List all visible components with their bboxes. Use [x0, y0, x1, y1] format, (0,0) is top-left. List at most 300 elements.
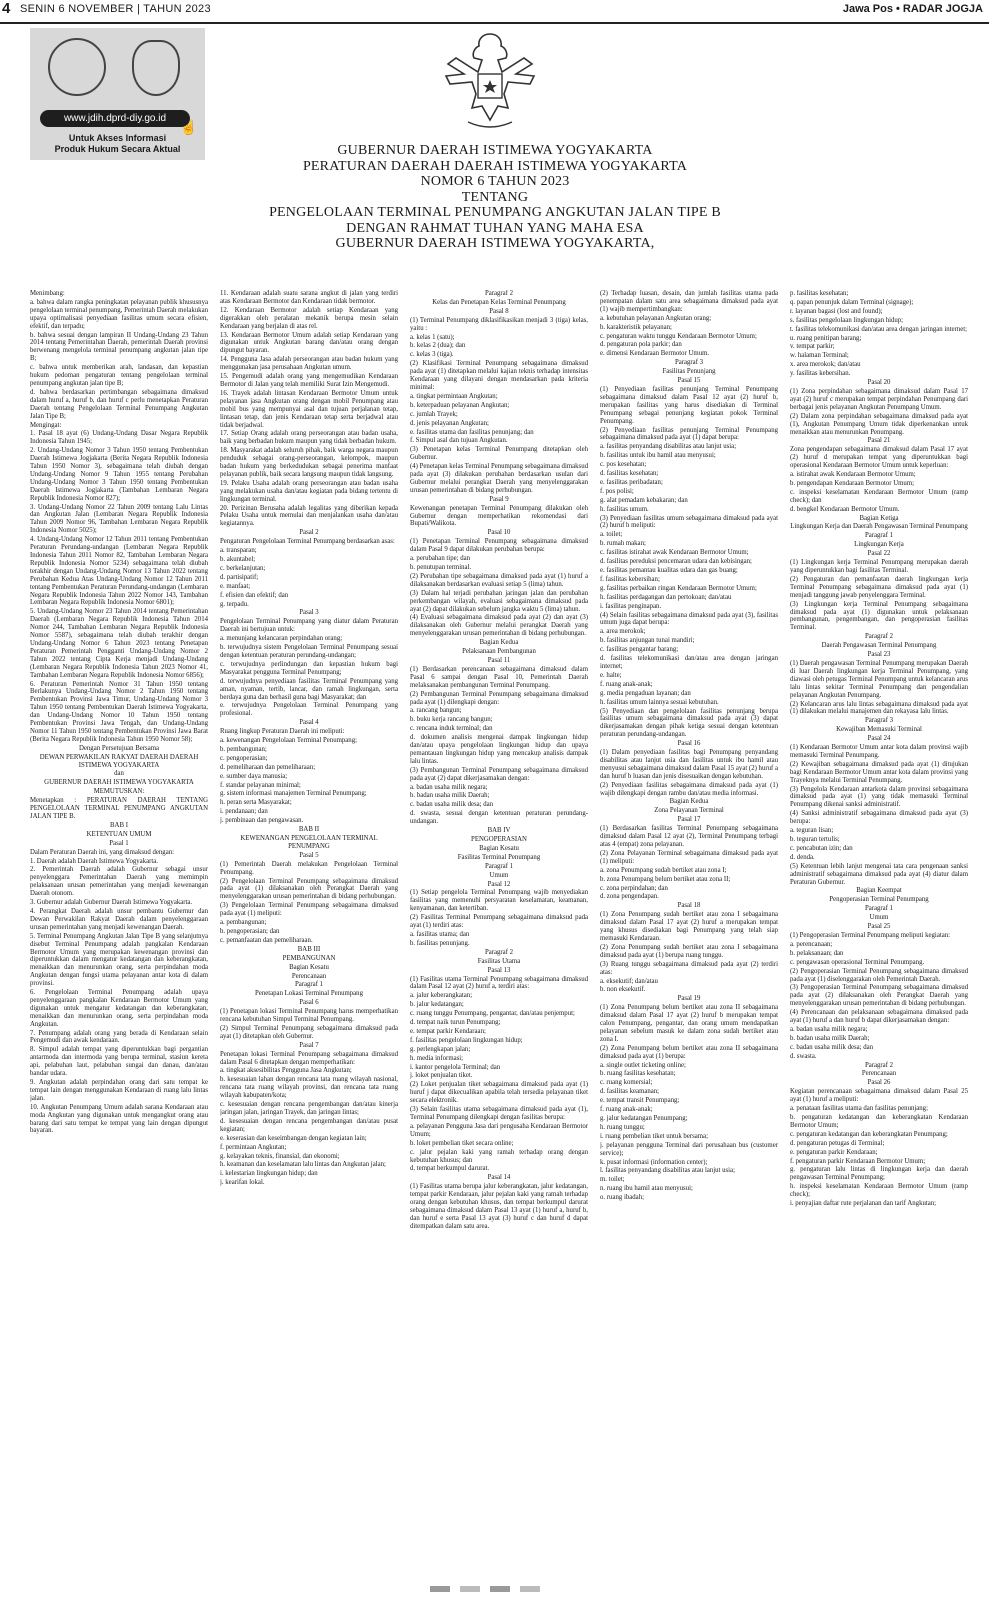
paragraph: Paragraf 1 [864, 905, 894, 913]
text-column-3 [410, 290, 588, 1570]
paragraph: a. tingkat permintaan Angkutan; [410, 392, 498, 400]
paragraph: 18. Masyarakat adalah seluruh pihak, baik warga negara maupun penduduk sebagai orang-perseorangan, kelompok, maupun badan hukum yang berkedudukan sebagai penerima manfaat pelayanan publik, baik secara langsung maupun tidak langsung. [220, 447, 398, 478]
paragraph: v. tempat parkir; [790, 343, 835, 351]
paragraph: Pasal 1 [109, 839, 129, 847]
paragraph: Zona Pelayanan Terminal [654, 807, 724, 815]
paragraph: d. fasilitas kesehatan; [600, 470, 659, 478]
paragraph: g. sistem informasi manajemen Terminal Penumpang; [220, 790, 367, 798]
paragraph: (1) Setiap pengelola Terminal Penumpang wajib menyediakan fasilitas yang memenuhi persyaratan keselamatan, keamanan, kenyamanan, dan ketertiban. [410, 889, 588, 913]
paragraph: Pasal 18 [677, 902, 701, 910]
paragraph: Pasal 24 [867, 735, 891, 743]
paragraph: f. fasilitas pengelolaan lingkungan hidup; [410, 1036, 523, 1044]
paragraph: i. kantor pengelola Terminal; dan [410, 1063, 501, 1071]
paragraph: (1) Penetapan Terminal Penumpang sebagaimana dimaksud dalam Pasal 9 dapat dilakukan perubahan berupa: [410, 538, 588, 554]
paragraph: a. kelas 1 (satu); [410, 333, 455, 341]
paragraph: b. fasilitas anjungan tunai mandiri; [600, 637, 695, 645]
paragraph: c. jalur pejalan kaki yang ramah terhadap orang dengan kebutuhan khusus; dan [410, 1148, 588, 1164]
paragraph: MEMUTUSKAN: [93, 788, 145, 796]
paragraph: 1. Pasal 18 ayat (6) Undang-Undang Dasar Negara Republik Indonesia Tahun 1945; [30, 430, 208, 446]
paragraph: f. standar pelayanan minimal; [220, 781, 301, 789]
paragraph: 4. Perangkat Daerah adalah unsur pembantu Gubernur dan Dewan Perwakilan Rakyat Daerah dalam penyelenggaraan urusan pemerintahan yang menjadi kewenangan Daerah. [30, 907, 208, 931]
paragraph: g. media pengaduan layanan; dan [600, 689, 691, 697]
paragraph: a. badan usaha milik negara; [410, 783, 488, 791]
paragraph: dan [114, 770, 124, 778]
paragraph: c. pemanfaatan dan pemeliharaan. [220, 936, 313, 944]
paragraph: Paragraf 1 [864, 532, 894, 540]
paragraph: 8. Simpul adalah tempat yang diperuntukkan bagi pergantian antarmoda dan intermoda yang berupa terminal, stasiun kereta api, pelabuhan laut, pelabuhan sungai dan danau, dan/atau bandar udara. [30, 1046, 208, 1078]
paragraph: Pasal 15 [677, 377, 701, 385]
paragraph: r. layanan bagasi (lost and found); [790, 307, 883, 315]
paragraph: h. peran serta Masyarakat; [220, 799, 292, 807]
paragraph: Pasal 20 [867, 379, 891, 387]
paragraph: Bagian Kedua [669, 798, 709, 806]
paragraph: Mengingat: [30, 421, 62, 429]
paragraph: Umum [869, 914, 889, 922]
paragraph: Pasal 21 [867, 437, 891, 445]
paragraph: c. ruang komersial; [600, 1079, 653, 1087]
paragraph: a. eksekutif; dan/atau [600, 977, 658, 985]
paragraph: a. pelayanan Pengguna Jasa dari pengusaha Kendaraan Bermotor Umum; [410, 1122, 588, 1138]
paragraph: (2) Pengoperasian Terminal Penumpang sebagaimana dimaksud pada ayat (1) diselenggarakan oleh Pemerintah Daerah. [790, 967, 968, 983]
jdih-logo-icon [48, 38, 106, 96]
paragraph: Paragraf 2 [484, 948, 514, 956]
paragraph: k. pusat informasi (information center); [600, 1158, 708, 1166]
paragraph: 5. Terminal Penumpang Angkutan Jalan Tipe B yang selanjutnya disebut Terminal Penumpang adalah pangkalan Kendaraan Bermotor Umum yang merupakan kewenangan provinsi dan diperuntukkan dalam mengatur kedatangan dan keberangkatan, menaikkan dan menurunkan orang, serta perpindahan moda Angkutan dengan fungsi utama pelayanan antar kota di dalam provinsi. [30, 932, 208, 988]
paragraph: f. efisien dan efektif; dan [220, 591, 289, 599]
jdih-banner [30, 28, 205, 160]
paragraph: c. ruang tunggu Penumpang, pengantar, dan/atau penjemput; [410, 1010, 575, 1018]
paragraph: (5) Penyediaan dan pengelolaan fasilitas penunjang berupa fasilitas umum sebagaimana dimaksud pada ayat (3) dapat dikerjasamakan dengan pihak ketiga sesuai dengan ketentuan peraturan perundang-undangan. [600, 707, 778, 739]
paragraph: e. tempat parkir Kendaraan; [410, 1027, 486, 1035]
paragraph: 13. Kendaraan Bermotor Umum adalah setiap Kendaraan yang digunakan untuk Angkutan barang dan/atau orang dengan dipungut bayaran. [220, 331, 398, 355]
paragraph: Pasal 8 [489, 307, 509, 315]
paragraph: Pasal 25 [867, 923, 891, 931]
paragraph: (4) Penetapan kelas Terminal Penumpang sebagaimana dimaksud pada ayat (3) dilakukan perubahan berdasarkan usulan dari Gubernur melalui perangkat Daerah yang menyelenggarakan urusan pemerintahan di bidang perhubungan. [410, 463, 588, 494]
paragraph: Bagian Keempat [856, 887, 902, 895]
paragraph: (1) Fasilitas utama berupa jalur keberangkatan, jalur kedatangan, tempat parkir Kendaraan, jalur pejalan kaki yang ramah terhadap orang dengan kebutuhan khusus, dan tempat berkumpul darurat sebagaimana dimaksud dalam Pasal 13 ayat (1) huruf a, huruf b, dan huruf e serta Pasal 13 ayat (3) huruf c dan huruf d dapat ditempatkan dalam satu area. [410, 1183, 588, 1230]
paragraph: a. istirahat awak Kendaraan Bermotor Umum; [790, 471, 916, 479]
paragraph: c. pengaturan kedatangan dan keberangkatan Penumpang; [790, 1130, 948, 1138]
paragraph: (2) Perubahan tipe sebagaimana dimaksud pada ayat (1) huruf a dilaksanakan berdasarkan evaluasi setiap 5 (lima) tahun. [410, 572, 588, 588]
paragraph: Pasal 3 [299, 609, 319, 617]
paragraph: Pasal 17 [677, 816, 701, 824]
paragraph: c. pengaturan waktu tunggu Kendaraan Bermotor Umum; [600, 332, 757, 340]
paragraph: (2) Fasilitas Terminal Penumpang sebagaimana dimaksud pada ayat (1) terdiri atas: [410, 914, 588, 930]
paragraph: b. teguran tertulis; [790, 836, 840, 843]
paragraph: b. pengendapan Kendaraan Bermotor Umum; [790, 479, 915, 487]
paragraph: c. pengawasan operasional Terminal Penumpang. [790, 958, 925, 966]
paragraph: b. loket pembelian tiket secara online; [410, 1139, 514, 1147]
paragraph: g. terpadu. [220, 600, 249, 608]
paragraph: (3) Dalam hal terjadi perubahan jaringan jalan dan perubahan perkembangan wilayah, evaluasi sebagaimana dimaksud pada ayat (2) dapat dilakukan sebelum jangka waktu 5 (lima) tahun. [410, 589, 588, 613]
paragraph: j. pelayanan pengguna Terminal dari perusahaan bus (customer service); [600, 1141, 778, 1157]
paragraph: b. kelas 2 (dua); dan [410, 342, 466, 350]
paragraph: Pasal 23 [867, 651, 891, 659]
paragraph: j. pembinaan dan pengawasan. [220, 817, 304, 825]
paragraph: Pasal 6 [299, 999, 319, 1007]
regulation-body-columns [30, 290, 970, 1580]
paragraph: a. fasilitas utama; dan [410, 930, 470, 938]
paragraph: f. pos polisi; [600, 487, 634, 495]
paragraph: DEWAN PERWAKILAN RAKYAT DAERAH DAERAH ISTIMEWA YOGYAKARTA [39, 753, 199, 769]
publication-name: Jawa Pos • RADAR JOGJA [842, 3, 983, 15]
paragraph: c. badan usaha milik desa; dan [790, 1043, 874, 1051]
paragraph: c. terwujudnya perlindungan dan kepastian hukum bagi Masyarakat pengguna Terminal Penumpang; [220, 660, 398, 676]
paragraph: 9. Angkutan adalah perpindahan orang dari satu tempat ke tempat lain dengan menggunakan Kendaraan di ruang lalu lintas jalan. [30, 1079, 208, 1102]
paragraph: i. penyajian daftar rute perjalanan dan tarif Angkutan; [790, 1200, 937, 1208]
paragraph: KEWENANGAN PENGELOLAAN TERMINAL PENUMPANG [240, 835, 378, 850]
paragraph: b. badan usaha milik Daerah; [410, 792, 490, 800]
paragraph: 20. Perizinan Berusaha adalah legalitas yang diberikan kepada Pelaku Usaha untuk memulai dan menjalankan usaha dan/atau kegiatannya. [220, 504, 398, 528]
text-column-1 [30, 290, 208, 1570]
paragraph: e. dimensi Kendaraan Bermotor Umum. [600, 350, 710, 358]
paragraph: Kewenangan penetapan Terminal Penumpang dilakukan oleh Gubernur dengan memperhatikan rekomendasi dari Bupati/Walikota. [410, 504, 588, 528]
paragraph: (2) Penyediaan fasilitas penunjang Terminal Penumpang sebagaimana dimaksud pada ayat (1) dapat berupa: [600, 426, 778, 442]
paragraph: c. rencana induk terminal; dan [410, 725, 493, 733]
paragraph: a. transparan; [220, 547, 257, 555]
paragraph: a. tingkat aksesibilitas Pengguna Jasa Angkutan; [220, 1067, 352, 1075]
jdih-tagline-2: Produk Hukum Secara Aktual [54, 144, 181, 154]
paragraph: Paragraf 1 [294, 981, 324, 989]
paragraph: (3) Pengoperasian Terminal Penumpang sebagaimana dimaksud pada ayat (2) dilaksanakan oleh Perangkat Daerah yang menyelenggarakan urusan pemerintahan di bidang perhubungan. [790, 984, 968, 1008]
paragraph: (2) Pengaturan dan pemanfaatan daerah lingkungan kerja Terminal Penumpang sebagaimana dimaksud pada ayat (1) menjadi tanggung jawab penyelenggara Terminal. [790, 575, 968, 599]
paragraph: PENGOPERASIAN [471, 836, 527, 843]
paragraph: c. badan usaha milik desa; dan [410, 801, 494, 809]
paragraph: d. bengkel Kendaraan Bermotor Umum. [790, 505, 900, 513]
paragraph: e. halte; [600, 671, 622, 679]
paragraph: Pasal 14 [487, 1174, 511, 1182]
paragraph: d. denda. [790, 853, 815, 861]
paragraph: b. akuntabel; [220, 556, 256, 563]
paragraph: Pasal 16 [677, 740, 701, 748]
paragraph: b. non eksekutif. [600, 986, 646, 994]
paragraph: Pengaturan Pengelolaan Terminal Penumpang berdasarkan asas: [220, 538, 395, 546]
paragraph: l. fasilitas penyandang disabilitas atau lanjut usia; [600, 1167, 735, 1175]
paragraph: c. pencabutan izin; dan [790, 844, 853, 852]
paragraph: h. fasilitas umum. [600, 505, 649, 513]
paragraph: (2) Klasifikasi Terminal Penumpang sebagaimana dimaksud pada ayat (1) ditetapkan melalui kajian teknis terhadap intensitas Kendaraan yang dilayani dengan mendasarkan pada kriteria minimal: [410, 360, 588, 391]
paragraph: Pasal 19 [677, 995, 701, 1003]
paragraph: (1) Kendaraan Bermotor Umum antar kota dalam provinsi wajib memasuki Terminal Penumpang. [790, 744, 968, 759]
paragraph: GUBERNUR DAERAH ISTIMEWA YOGYAKARTA [44, 779, 194, 787]
paragraph: a. perubahan tipe; dan [410, 555, 471, 563]
paragraph: Perencanaan [291, 972, 327, 980]
paragraph: d. swasta, sesuai dengan ketentuan peraturan perundang-undangan. [410, 810, 588, 826]
paragraph: a. jalur keberangkatan; [410, 992, 473, 1000]
paragraph: a. perencanaan; [790, 940, 833, 948]
paragraph: Paragraf 3 [674, 359, 704, 367]
paragraph: Pasal 13 [487, 966, 511, 974]
paragraph: e. manfaat; [220, 582, 251, 590]
text-column-5 [790, 290, 968, 1570]
paragraph: j. kearifan lokal. [220, 1179, 265, 1187]
footer-color-bar [0, 1586, 989, 1594]
paragraph: Lingkungan Kerja [854, 541, 904, 549]
paragraph: (1) Berdasarkan perencanaan sebagaimana dimaksud dalam Pasal 6 sampai dengan Pasal 10, Pemerintah Daerah melaksanakan pembangunan Terminal Penumpang. [410, 665, 588, 689]
paragraph: d. jenis pelayanan Angkutan; [410, 419, 489, 427]
paragraph: d. bahwa berdasarkan pertimbangan sebagaimana dimaksud dalam huruf a, huruf b, dan huruf c perlu menetapkan Peraturan Daerah tentang Pengelolaan Terminal Penumpang Angkutan Jalan Tipe B; [30, 388, 208, 420]
paragraph: b. fasilitas untuk ibu hamil atau menyusui; [600, 452, 716, 460]
paragraph: (3) Selain fasilitas utama sebagaimana dimaksud pada ayat (1), Terminal Penumpang dilengkapi dengan fasilitas berupa: [410, 1106, 588, 1121]
paragraph: p. fasilitas kesehatan; [790, 290, 849, 297]
paragraph: a. toilet; [600, 531, 623, 539]
paragraph: Dalam Peraturan Daerah ini, yang dimaksud dengan: [30, 848, 175, 856]
paragraph: (1) Terminal Penumpang diklasifikasikan menjadi 3 (tiga) kelas, yaitu : [410, 316, 588, 332]
paragraph: e. fasilitas pemantau kualitas udara dan gas buang; [600, 567, 738, 574]
paragraph: BAB I [110, 821, 128, 829]
paragraph: c. fasilitas istirahat awak Kendaraan Bermotor Umum; [600, 549, 749, 557]
paragraph: Pasal 11 [487, 656, 511, 664]
paragraph: (4) Sanksi administratif sebagaimana dimaksud pada ayat (3) berupa: [790, 810, 968, 826]
paragraph: i. kelestarian lingkungan hidup; dan [220, 1170, 318, 1178]
paragraph: d. swasta. [790, 1052, 817, 1060]
paragraph: i. fasilitas penginapan. [600, 602, 662, 610]
paragraph: Kegiatan perencanaan sebagaimana dimaksud dalam Pasal 25 ayat (1) huruf a meliputi: [790, 1088, 968, 1104]
paragraph: e. fasilitas utama dan fasilitas penunjang; dan [410, 428, 534, 436]
paragraph: (3) Pengelolaan Terminal Penumpang sebagaimana dimaksud pada ayat (1) meliputi: [220, 902, 398, 918]
paragraph: g. alat pemadam kebakaran; dan [600, 496, 688, 504]
paragraph: h. fasilitas perdagangan dan pertokoan; dan/atau [600, 593, 732, 601]
paragraph: b. pelaksanaan; dan [790, 949, 844, 957]
paragraph: Pasal 22 [867, 550, 891, 558]
paragraph: (2) Pengelolaan Terminal Penumpang sebagaimana dimaksud pada ayat (1) dilaksanakan oleh Perangkat Daerah yang menyelenggarakan urusan pemerintahan di bidang perhubungan. [220, 877, 398, 901]
paragraph: 10. Angkutan Penumpang Umum adalah sarana Kendaraan atau moda Angkutan yang digunakan untuk mengangkut orang atau barang dari satu tempat ke tempat yang lain dengan dipungut bayaran. [30, 1103, 208, 1135]
paragraph: a. menunjang kelancaran perpindahan orang; [220, 635, 343, 643]
paragraph: a. single outlet ticketing online; [600, 1061, 686, 1069]
paragraph: q. papan penunjuk dalam Terminal (signage); [790, 298, 914, 306]
paragraph: b. rumah makan; [600, 540, 646, 548]
paragraph: BAB III [297, 945, 321, 953]
paragraph: y. fasilitas kebersihan. [790, 370, 851, 378]
paragraph: 12. Kendaraan Bermotor adalah setiap Kendaraan yang digerakkan oleh peralatan mekanik berupa mesin selain Kendaraan yang berjalan di atas rel. [220, 306, 398, 330]
paragraph: Daerah Pengawasan Terminal Penumpang [821, 642, 937, 650]
paragraph: (3) Penetapan kelas Terminal Penumpang ditetapkan oleh Gubernur. [410, 446, 588, 462]
paragraph: f. Simpul asal dan tujuan Angkutan. [410, 437, 508, 445]
paragraph: f. ruang anak-anak; [600, 1106, 653, 1114]
paragraph: b. pengoperasian; dan [220, 927, 280, 935]
paragraph: d. tempat berkumpul darurat. [410, 1165, 490, 1173]
garuda-emblem-icon [442, 28, 538, 133]
paragraph: Zona pengendapan sebagaimana dimaksud dalam Pasal 17 ayat (2) huruf d merupakan tempat yang diperuntukkan bagi operasional Kendaraan Bermotor Umum untuk keperluan: [790, 446, 968, 470]
paragraph: Lingkungan Kerja dan Daerah Pengawasan Terminal Penumpang [790, 523, 968, 531]
paragraph: Paragraf 2 [484, 290, 514, 297]
paragraph: i. ruang pembelian tiket untuk bersama; [600, 1132, 708, 1140]
paragraph: Perencanaan [861, 1070, 897, 1078]
paragraph: b. pengaturan kedatangan dan keberangkatan Kendaraan Bermotor Umum; [790, 1114, 968, 1129]
paragraph: 3. Gubernur adalah Gubernur Daerah Istimewa Yogyakarta. [30, 899, 193, 907]
paragraph: 17. Setiap Orang adalah orang perseorangan atau badan usaha, baik yang berbadan hukum maupun yang tidak berbadan hukum. [220, 430, 398, 446]
paragraph: d. pemeliharaan dan pemeliharaan; [220, 763, 316, 771]
paragraph: 6. Peraturan Pemerintah Nomor 31 Tahun 1950 tentang Berlakunya Undang-Undang Nomor 2 Tahun 1950 tentang Pembentukan Provinsi Jawa Timur, Undang-Undang Nomor 3 Tahun 1950 tentang Pembentukan Daerah Istimewa Yogyakarta, dan Undang-Undang Nomor 10 Tahun 1950 tentang Pembentukan Provinsi Jawa Tengah, dan Undang-Undang Nomor 11 Tahun 1950 tentang Pembentukan Provinsi Jawa Barat (Berita Negara Republik Indonesia Tahun 1950 Nomor 58); [30, 680, 208, 743]
paragraph: g. perlengkapan jalan; [410, 1045, 471, 1053]
paragraph: h. media informasi; [410, 1054, 464, 1062]
paragraph: e. tempat transit Penumpang; [600, 1097, 680, 1105]
paragraph: b. pembangunan; [220, 745, 267, 753]
paragraph: h. inspeksi keselamatan Kendaraan Bermotor Umum (ramp check); [790, 1183, 968, 1199]
paragraph: c. pengoperasian; [220, 754, 268, 762]
paragraph: (2) Terhadap luasan, desain, dan jumlah fasilitas utama pada penempatan dalam satu area sebagaimana dimaksud pada ayat (1) wajib mempertimbangkan: [600, 290, 778, 313]
paragraph: Pasal 4 [299, 719, 319, 727]
paragraph: Bagian Kesatu [289, 963, 329, 971]
paragraph: (1) Fasilitas utama Terminal Penumpang sebagaimana dimaksud dalam Pasal 12 ayat (2) huruf a, terdiri atas: [410, 975, 588, 991]
paragraph: d. partisipatif; [220, 573, 259, 581]
paragraph: d. fasilitas keamanan; [600, 1088, 660, 1096]
paragraph: (1) Zona Penumpang sudah bertiket atau zona I sebagaimana dimaksud dalam Pasal 17 ayat (2) huruf a merupakan tempat yang khusus disediakan bagi Penumpang yang telah siap memasuki Kendaraan. [600, 911, 778, 942]
dateline: SENIN 6 NOVEMBER | TAHUN 2023 [20, 3, 211, 15]
paragraph: c. zona perpindahan; dan [600, 884, 668, 892]
paragraph: a. fasilitas penyandang disabilitas atau lanjut usia; [600, 443, 737, 451]
paragraph: Pasal 26 [867, 1079, 891, 1087]
paragraph: (2) Dalam zona perpindahan sebagaimana dimaksud pada ayat (1), Angkutan Penumpang Umum tidak diperkenankan untuk menaikkan atau menurunkan Penumpang. [790, 412, 968, 436]
paragraph: e. sumber daya manusia; [220, 772, 288, 780]
paragraph: d. terwujudnya penyediaan fasilitas Terminal Penumpang yang aman, nyaman, tertib, lancar, dan ramah lingkungan, serta berdaya guna dan berhasil guna bagi Masyarakat; dan [220, 677, 398, 701]
paragraph: (1) Pengoperasian Terminal Penumpang meliputi kegiatan: [790, 931, 951, 939]
paragraph: 2. Pemerintah Daerah adalah Gubernur sebagai unsur penyelenggara Pemerintahan Daerah yang memimpin pelaksanaan urusan pemerintahan yang menjadi kewenangan Daerah otonom. [30, 866, 208, 898]
paragraph: BAB II [298, 826, 320, 834]
paragraph: Pelaksanaan Pembangunan [462, 648, 536, 656]
paragraph: 19. Pelaku Usaha adalah orang perseorangan atau badan usaha yang melakukan usaha dan/atau kegiatan pada bidang tertentu di lingkungan terminal. [220, 479, 398, 503]
paragraph: Kelas dan Penetapan Kelas Terminal Penumpang [432, 298, 566, 306]
paragraph: e. pengaturan parkir Kendaraan; [790, 1148, 878, 1156]
paragraph: Kewajiban Memasuki Terminal [836, 726, 922, 734]
paragraph: b. kesesuaian lahan dengan rencana tata ruang wilayah nasional, rencana tata ruang wilayah provinsi, dan rencana tata ruang wilayah kabupaten/kota; [220, 1076, 398, 1100]
paragraph: (1) Lingkungan kerja Terminal Penumpang merupakan daerah yang diperuntukkan bagi fasilitas Terminal. [790, 559, 968, 574]
paragraph: s. fasilitas pengelolaan lingkungan hidup; [790, 316, 904, 324]
paragraph: d. tempat naik turun Penumpang; [410, 1019, 501, 1027]
paragraph: (4) Selain fasilitas sebagaimana dimaksud pada ayat (3), fasilitas umum juga dapat berupa: [600, 611, 778, 627]
paragraph: f. permintaan Angkutan; [220, 1143, 287, 1151]
paragraph: u. ruang penitipan barang; [790, 334, 862, 342]
paragraph: (4) Evaluasi sebagaimana dimaksud pada ayat (2) dan ayat (3) dilaksanakan oleh Gubernur melalui perangkat Daerah yang menyelenggarakan urusan pemerintahan di bidang perhubungan. [410, 614, 588, 638]
paragraph: c. kesesuaian dengan rencana pengembangan dan/atau kinerja jaringan jalan, jaringan Trayek, dan jaringan lintas; [220, 1101, 398, 1116]
title-line-1: GUBERNUR DAERAH ISTIMEWA YOGYAKARTA [337, 143, 653, 158]
paragraph: 2. Undang-Undang Nomor 3 Tahun 1950 tentang Pembentukan Daerah Istimewa Jogjakarta (Berita Negara Republik Indonesia Tahun 1950 Nomor 3), sebagaimana telah diubah dengan Undang-Undang Nomor 9 Tahun 1955 tentang Perubahan Undang-Undang Nomor 3 Tahun 1950 tentang Pembentukan Daerah Istimewa Jogjakarta (Tambahan Lembaran Negara Republik Indonesia Nomor 827); [30, 447, 208, 502]
paragraph: (2) Kelancaran arus lalu lintas sebagaimana dimaksud pada ayat (1) dilakukan melalui manajemen dan rekayasa lalu lintas. [790, 700, 968, 716]
paragraph: Pasal 5 [299, 851, 319, 859]
paragraph: (1) Penetapan lokasi Terminal Penumpang harus memperhatikan rencana kebutuhan Simpul Terminal Penumpang. [220, 1008, 398, 1024]
paragraph: 3. Undang-Undang Nomor 22 Tahun 2009 tentang Lalu Lintas dan Angkutan Jalan (Lembaran Negara Republik Indonesia Tahun 2009 Nomor 96, Tambahan Lembaran Negara Republik Indonesia Nomor 5025); [30, 503, 208, 535]
paragraph: Bagian Kesatu [479, 844, 519, 852]
paragraph: a. kebutuhan pelayanan Angkutan orang; [600, 314, 712, 322]
paragraph: 11. Kendaraan adalah suatu sarana angkut di jalan yang terdiri atas Kendaraan Bermotor dan Kendaraan tidak bermotor. [220, 290, 398, 305]
paragraph: o. ruang ibadah; [600, 1194, 644, 1202]
paragraph: h. fasilitas umum lainnya sesuai kebutuhan. [600, 698, 719, 706]
paragraph: Pengoperasian Terminal Penumpang [829, 896, 929, 904]
paragraph: d. fasilitas pereduksi pencemaran udara dan kebisingan; [600, 558, 752, 566]
paragraph: (2) Penyediaan fasilitas sebagaimana dimaksud pada ayat (1) wajib dilengkapi dengan rambu dan/atau media informasi. [600, 781, 778, 797]
paragraph: Bagian Ketiga [859, 514, 899, 522]
paragraph: (3) Penyediaan fasilitas umum sebagaimana dimaksud pada ayat (2) huruf h meliputi: [600, 514, 778, 530]
paragraph: Ruang lingkup Peraturan Daerah ini meliputi: [220, 728, 345, 736]
paragraph: g. fasilitas perbaikan ringan Kendaraan Bermotor Umum; [600, 584, 757, 592]
paragraph: b. buku kerja rancang bangun; [410, 716, 493, 724]
paragraph: Pasal 10 [487, 529, 511, 537]
paragraph: b. jalur kedatangan; [410, 1001, 464, 1009]
paragraph: (1) Dalam penyediaan fasilitas bagi Penumpang penyandang disabilitas atau lanjut usia dan fasilitas untuk ibu hamil atau menyusui sebagaimana dimaksud dalam Pasal 15 ayat (2) huruf a dan huruf b luasan dan jenis disesuaikan dengan kebutuhan. [600, 749, 778, 780]
paragraph: (1) Pemerintah Daerah melakukan Pengelolaan Terminal Penumpang. [220, 860, 398, 876]
paragraph: a. rancang bangun; [410, 707, 462, 715]
paragraph: e. terwujudnya Pengelolaan Terminal Penumpang yang profesional. [220, 702, 398, 718]
paragraph: 6. Pengelolaan Terminal Penumpang adalah upaya penyelenggaraan pangkalan Kendaraan Bermotor Umum yang digunakan untuk mengatur kedatangan dan keberangkatan, menaikkan dan menurunkan orang, serta perpindahan moda Angkutan. [30, 989, 208, 1028]
paragraph: i. pendanaan; dan [220, 808, 268, 816]
paragraph: (2) Zona Penumpang belum bertiket atau zona II sebagaimana dimaksud pada ayat (1) berupa: [600, 1044, 778, 1060]
jdih-tagline-1: Untuk Akses Informasi [68, 133, 167, 143]
paragraph: b. terwujudnya sistem Pengelolaan Terminal Penumpang sesuai dengan ketentuan peraturan perundang-undangan; [220, 644, 398, 659]
paragraph: b. bahwa sesuai dengan lampiran II Undang-Undang 23 Tahun 2014 tentang Pemerintahan Daerah, pemerintah Daerah provinsi berwenang mengelola terminal penumpang angkutan jalan tipe B; [30, 331, 208, 363]
paragraph: (4) Perencanaan dan pelaksanaan sebagaimana dimaksud pada ayat (1) huruf a dan huruf b dapat dikerjasamakan dengan: [790, 1009, 968, 1025]
paragraph: 14. Pengguna Jasa adalah perseorangan atau badan hukum yang menggunakan jasa perusahaan Angkutan umum. [220, 356, 398, 372]
paragraph: f. ruang anak-anak; [600, 680, 653, 688]
page-number: 4 [2, 0, 11, 17]
jdih-url-link[interactable]: www.jdih.dprd-diy.go.id [40, 110, 190, 127]
paragraph: f. fasilitas kebersihan; [600, 575, 660, 583]
paragraph: BAB IV [487, 827, 511, 835]
paragraph: (3) Pembangunan Terminal Penumpang sebagaimana dimaksud pada ayat (2) dapat dikerjasamakan dengan: [410, 766, 588, 782]
paragraph: Pengelolaan Terminal Penumpang yang diatur dalam Peraturan Daerah ini bertujuan untuk: [220, 618, 398, 634]
paragraph: x. area merokok; dan/atau [790, 361, 861, 369]
paragraph: 4. Undang-Undang Nomor 12 Tahun 2011 tentang Pembentukan Peraturan Perundang-undangan (Lembaran Negara Republik Indonesia Tahun 2011 Nomor 82, Tambahan Lembaran Negara Republik Indonesia Nomor 5234) sebagaimana telah diubah terakhir dengan Undang-Undang Nomor 13 Tahun 2022 tentang Perubahan Kedua Atas Undang-Undang Nomor 12 Tahun 2011 tentang Pembentukan Peraturan Perundang-undangan (Lembaran Negara Republik Indonesia Tahun 2022 Nomor 143, Tambahan Lembaran Negara Republik Indonesia Nomor 6801); [30, 536, 208, 607]
paragraph: 16. Trayek adalah lintasan Kendaraan Bermotor Umum untuk pelayanan jasa Angkutan orang dengan mobil Penumpang atau mobil bus yang mempunyai asal dan tujuan perjalanan tetap, lintasan tetap, dan jenis Kendaraan tetap serta berjadwal atau tidak berjadwal. [220, 389, 398, 429]
paragraph: (3) Ruang tunggu sebagaimana dimaksud pada ayat (2) terdiri atas: [600, 960, 778, 976]
paragraph: n. ruang ibu hamil atau menyusui; [600, 1185, 693, 1193]
paragraph: d. pengaturan pola parkir; dan [600, 341, 682, 349]
paragraph: a. bahwa dalam rangka peningkatan pelayanan publik khususnya pengelolaan terminal penumpang, Pemerintah Daerah melakukan upaya optimalisasi penyediaan fasilitas umum secara efisien, efektif, dan terpadu; [30, 298, 208, 330]
paragraph: Fasilitas Utama [477, 957, 521, 965]
paragraph: Paragraf 2 [864, 633, 894, 641]
paragraph: 5. Undang-Undang Nomor 23 Tahun 2014 tentang Pemerintahan Daerah (Lembaran Negara Republik Indonesia Tahun 2014 Nomor 244, Tambahan Lembaran Negara Republik Indonesia Nomor 5587), sebagaimana telah diubah terakhir dengan Undang-Undang Nomor 6 Tahun 2023 tentang Penetapan Peraturan Pemerintah Pengganti Undang-Undang Nomor 2 Tahun 2022 tentang Cipta Kerja menjadi Undang-Undang (Lembaran Negara Republik Indonesia Tahun 2023 Nomor 41, Tambahan Lembaran Negara Republik Indonesia Nomor 6856); [30, 608, 208, 679]
paragraph: h. ruang tunggu; [600, 1123, 645, 1131]
paragraph: a. zona Penumpang sudah bertiket atau zona I; [600, 866, 727, 874]
paragraph: KETENTUAN UMUM [86, 830, 152, 838]
paragraph: Menetapkan : PERATURAN DAERAH TENTANG PENGELOLAAN TERMINAL PENUMPANG ANGKUTAN JALAN TIPE B. [30, 797, 208, 820]
paragraph: a. area merokok; [600, 628, 646, 636]
paragraph: c. jumlah Trayek; [410, 410, 458, 418]
paragraph: Paragraf 3 [864, 717, 894, 725]
paragraph: c. berkelanjutan; [220, 564, 266, 572]
paragraph: h. keamanan dan keselamatan lalu lintas dan Angkutan jalan; [220, 1161, 386, 1169]
paragraph: w. halaman Terminal; [790, 352, 849, 360]
paragraph: a. penataan fasilitas utama dan fasilitas penunjang; [790, 1105, 928, 1113]
paragraph: c. kelas 3 (tiga). [410, 351, 454, 359]
paragraph: a. kewenangan Pengelolaan Terminal Penumpang; [220, 737, 357, 745]
paragraph: a. teguran lisan; [790, 827, 834, 835]
title-line-3: NOMOR 6 TAHUN 2023 [420, 174, 570, 189]
paragraph: c. bahwa untuk memberikan arah, landasan, dan kepastian hukum pedoman pengaturan tentang pengelolaan terminal penumpang angkutan jalan tipe B; [30, 364, 208, 387]
paragraph: d. kesesuaian dengan rencana pengembangan dan/atau pusat kegiatan; [220, 1117, 398, 1133]
paragraph: d. zona pengendapan. [600, 893, 659, 901]
paragraph: Penetapan lokasi Terminal Penumpang sebagaimana dimaksud dalam Pasal 6 ditetapkan dengan memperhatikan: [220, 1050, 398, 1066]
paragraph: Umum [489, 871, 509, 879]
paragraph: Pasal 2 [299, 529, 319, 537]
paragraph: c. pos kesehatan; [600, 461, 647, 469]
paragraph: (3) Lingkungan kerja Terminal Penumpang sebagaimana dimaksud pada ayat (1) digunakan untuk pelaksanaan pembangunan, pengembangan, dan pengoperasian fasilitas Terminal. [790, 600, 968, 632]
paragraph: b. karakteristik pelayanan; [600, 323, 672, 331]
paragraph: (1) Penyediaan fasilitas penunjang Terminal Penumpang sebagaimana dimaksud dalam Pasal 12 ayat (2) huruf b, merupakan fasilitas yang harus disediakan di Terminal Penumpang sebagai penunjang kegiatan pokok Terminal Penumpang. [600, 385, 778, 425]
paragraph: (1) Daerah pengawasan Terminal Penumpang merupakan Daerah di luar Daerah lingkungan kerja Terminal Penumpang, yang diawasi oleh petugas Terminal Penumpang untuk kelancaran arus lalu lintas sekitar Terminal Penumpang dan pengendalian pelayanan Angkutan Penumpang. [790, 659, 968, 699]
paragraph: Pasal 7 [299, 1041, 319, 1049]
paragraph: Pasal 12 [487, 880, 511, 888]
paragraph: (2) Zona Penumpang sudah bertiket atau zona I sebagaimana dimaksud pada ayat (1) berupa ruang tunggu. [600, 943, 778, 959]
paragraph: Fasilitas Penunjang [662, 368, 716, 376]
paragraph: c. inspeksi keselamatan Kendaraan Bermotor Umum (ramp check); dan [790, 488, 968, 504]
text-column-2 [220, 290, 398, 1570]
paragraph: b. zona Penumpang belum bertiket atau zona II; [600, 875, 731, 883]
paragraph: (2) Zona Pelayanan Terminal sebagaimana dimaksud pada ayat (1) meliputi: [600, 849, 778, 865]
paragraph: Menimbang: [30, 290, 65, 297]
paragraph: (2) Kewajiban sebagaimana dimaksud pada ayat (1) ditujukan bagi Kendaraan Bermotor Umum antar kota dalam provinsi yang Trayeknya melalui Terminal Penumpang. [790, 760, 968, 784]
paragraph: f. pengaturan parkir Kendaraan Bermotor Umum; [790, 1157, 926, 1165]
paragraph: a. pembangunan; [220, 919, 267, 927]
